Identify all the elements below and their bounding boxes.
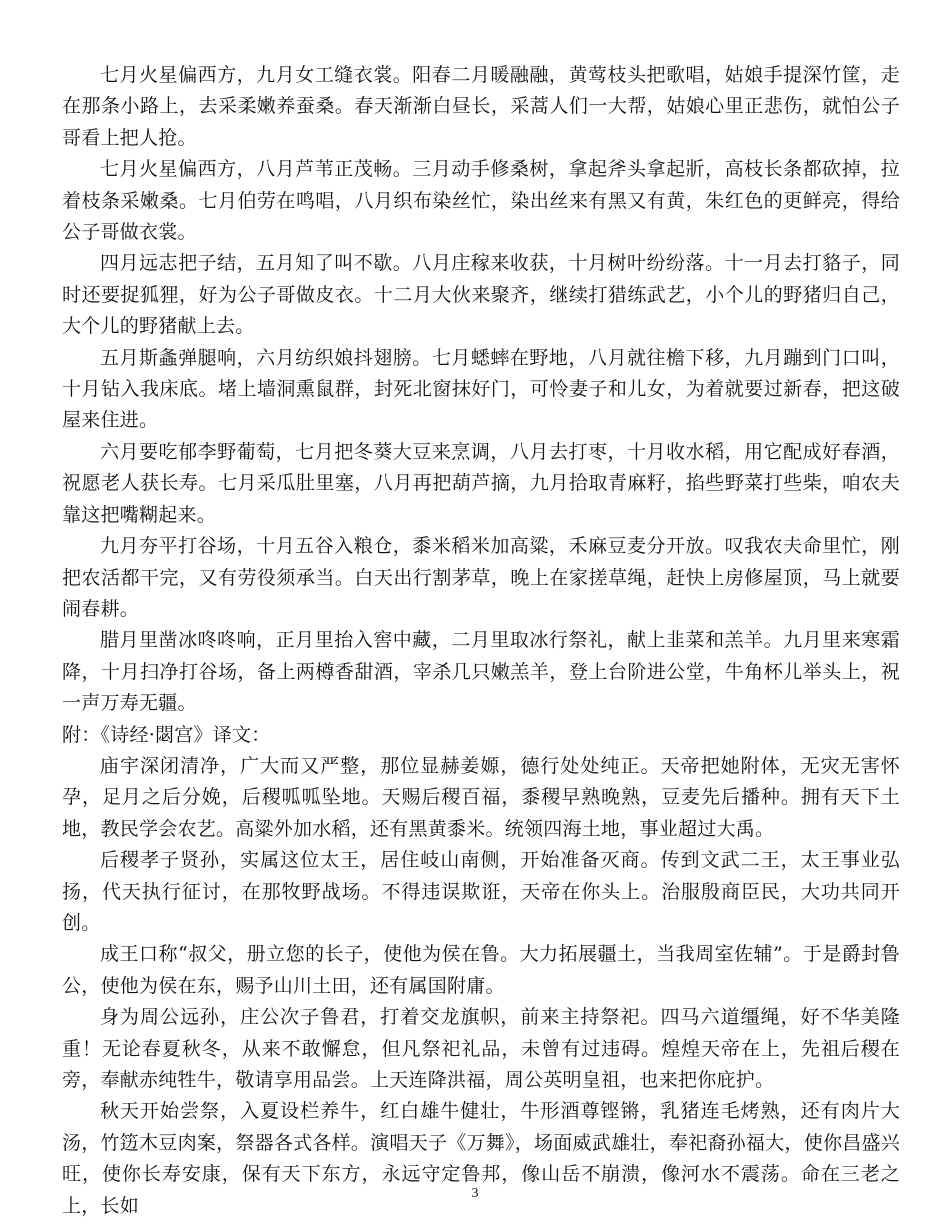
- appendix-paragraph-3: 成王口称“叔父，册立您的长子，使他为侯在鲁。大力拓展疆土，当我周室佐辅”。于是爵封鲁公，使他为侯在东，赐予山川土田，还有属国附庸。: [62, 943, 900, 997]
- page-number: 3: [471, 1186, 479, 1201]
- paragraph-2: 七月火星偏西方，八月芦苇正茂畅。三月动手修桑树，拿起斧头拿起斨，高枝长条都砍掉，拉着枝条采嫩桑。七月伯劳在鸣唱，八月织布染丝忙，染出丝来有黑又有黄，朱红色的更鲜亮，得给公子哥做衣裳。: [62, 158, 900, 244]
- appendix-paragraph-2: 后稷孝子贤孙，实属这位太王，居住岐山南侧，开始准备灭商。传到文武二王，太王事业弘扬，代天执行征讨，在那牧野战场。不得违误欺诳，天帝在你头上。治服殷商臣民，大功共同开创。: [62, 849, 900, 934]
- appendix-paragraph-4: 身为周公远孙，庄公次子鲁君，打着交龙旗帜，前来主持祭祀。四马六道缰绳，好不华美隆重！无论春夏秋冬，从来不敢懈怠，但凡祭祀礼品，未曾有过违碍。煌煌天帝在上，先祖后稷在旁，奉献赤纯牲牛，敬请享用品尝。上天连降洪福，周公英明皇祖，也来把你庇护。: [62, 1006, 900, 1091]
- paragraph-1: 七月火星偏西方，九月女工缝衣裳。阳春二月暖融融，黄莺枝头把歌唱，姑娘手提深竹筐，走在那条小路上，去采柔嫩养蚕桑。春天渐渐白昼长，采蒿人们一大帮，姑娘心里正悲伤，就怕公子哥看上把人抢。: [62, 64, 900, 149]
- paragraph-3: 四月远志把子结，五月知了叫不歇。八月庄稼来收获，十月树叶纷纷落。十一月去打貉子，同时还要捉狐狸，好为公子哥做皮衣。十二月大伙来聚齐，继续打猎练武艺，小个儿的野猪归自己，大个儿的野猪献上去。: [62, 252, 900, 338]
- paragraph-7: 腊月里凿冰咚咚响，正月里抬入窖中藏，二月里取冰行祭礼，献上韭菜和羔羊。九月里来寒霜降，十月扫净打谷场，备上两樽香甜酒，宰杀几只嫩羔羊，登上台阶进公堂，牛角杯儿举头上，祝一声万寿无疆。: [62, 629, 900, 715]
- paragraph-4: 五月斯螽弹腿响，六月纺织娘抖翅膀。七月蟋蟀在野地，八月就往檐下移，九月蹦到门口叫，十月钻入我床底。堵上墙洞熏鼠群，封死北窗抹好门，可怜妻子和儿女，为着就要过新春，把这破屋来住进。: [62, 346, 900, 432]
- appendix-paragraph-1: 庙宇深闭清净，广大而又严整，那位显赫姜嫄，德行处处纯正。天帝把她附体，无灾无害怀孕，足月之后分娩，后稷呱呱坠地。天赐后稷百福，黍稷早熟晚熟，豆麦先后播种。拥有天下土地，教民学会农艺。高粱外加水稻，还有黑黄黍米。统领四海土地，事业超过大禹。: [62, 754, 900, 840]
- appendix-paragraph-5: 秋天开始尝祭，入夏设栏养牛，红白雄牛健壮，牛形酒尊铿锵，乳猪连毛烤熟，还有肉片大汤，竹笾木豆肉案，祭器各式各样。演唱天子《万舞》，场面威武雄壮，奉祀裔孙福大，使你昌盛兴旺，使你长寿安康，保有天下东方，永远守定鲁邦，像山岳不崩溃，像河水不震荡。命在三老之上，长如: [62, 1100, 900, 1217]
- appendix-heading: 附：《诗经·閟宫》译文：: [62, 723, 271, 746]
- paragraph-5: 六月要吃郁李野葡萄，七月把冬葵大豆来烹调，八月去打枣，十月收水稻，用它配成好春酒，祝愿老人获长寿。七月采瓜肚里塞，八月再把葫芦摘，九月拾取青麻籽，掐些野菜打些柴，咱农夫靠这把嘴糊起来。: [62, 440, 900, 526]
- document-page: [62, 60, 900, 1222]
- paragraph-6: 九月夯平打谷场，十月五谷入粮仓，黍米稻米加高粱，禾麻豆麦分开放。叹我农夫命里忙，刚把农活都干完，又有劳役须承当。白天出行割茅草，晚上在家搓草绳，赶快上房修屋顶，马上就要闹春耕。: [62, 535, 900, 620]
